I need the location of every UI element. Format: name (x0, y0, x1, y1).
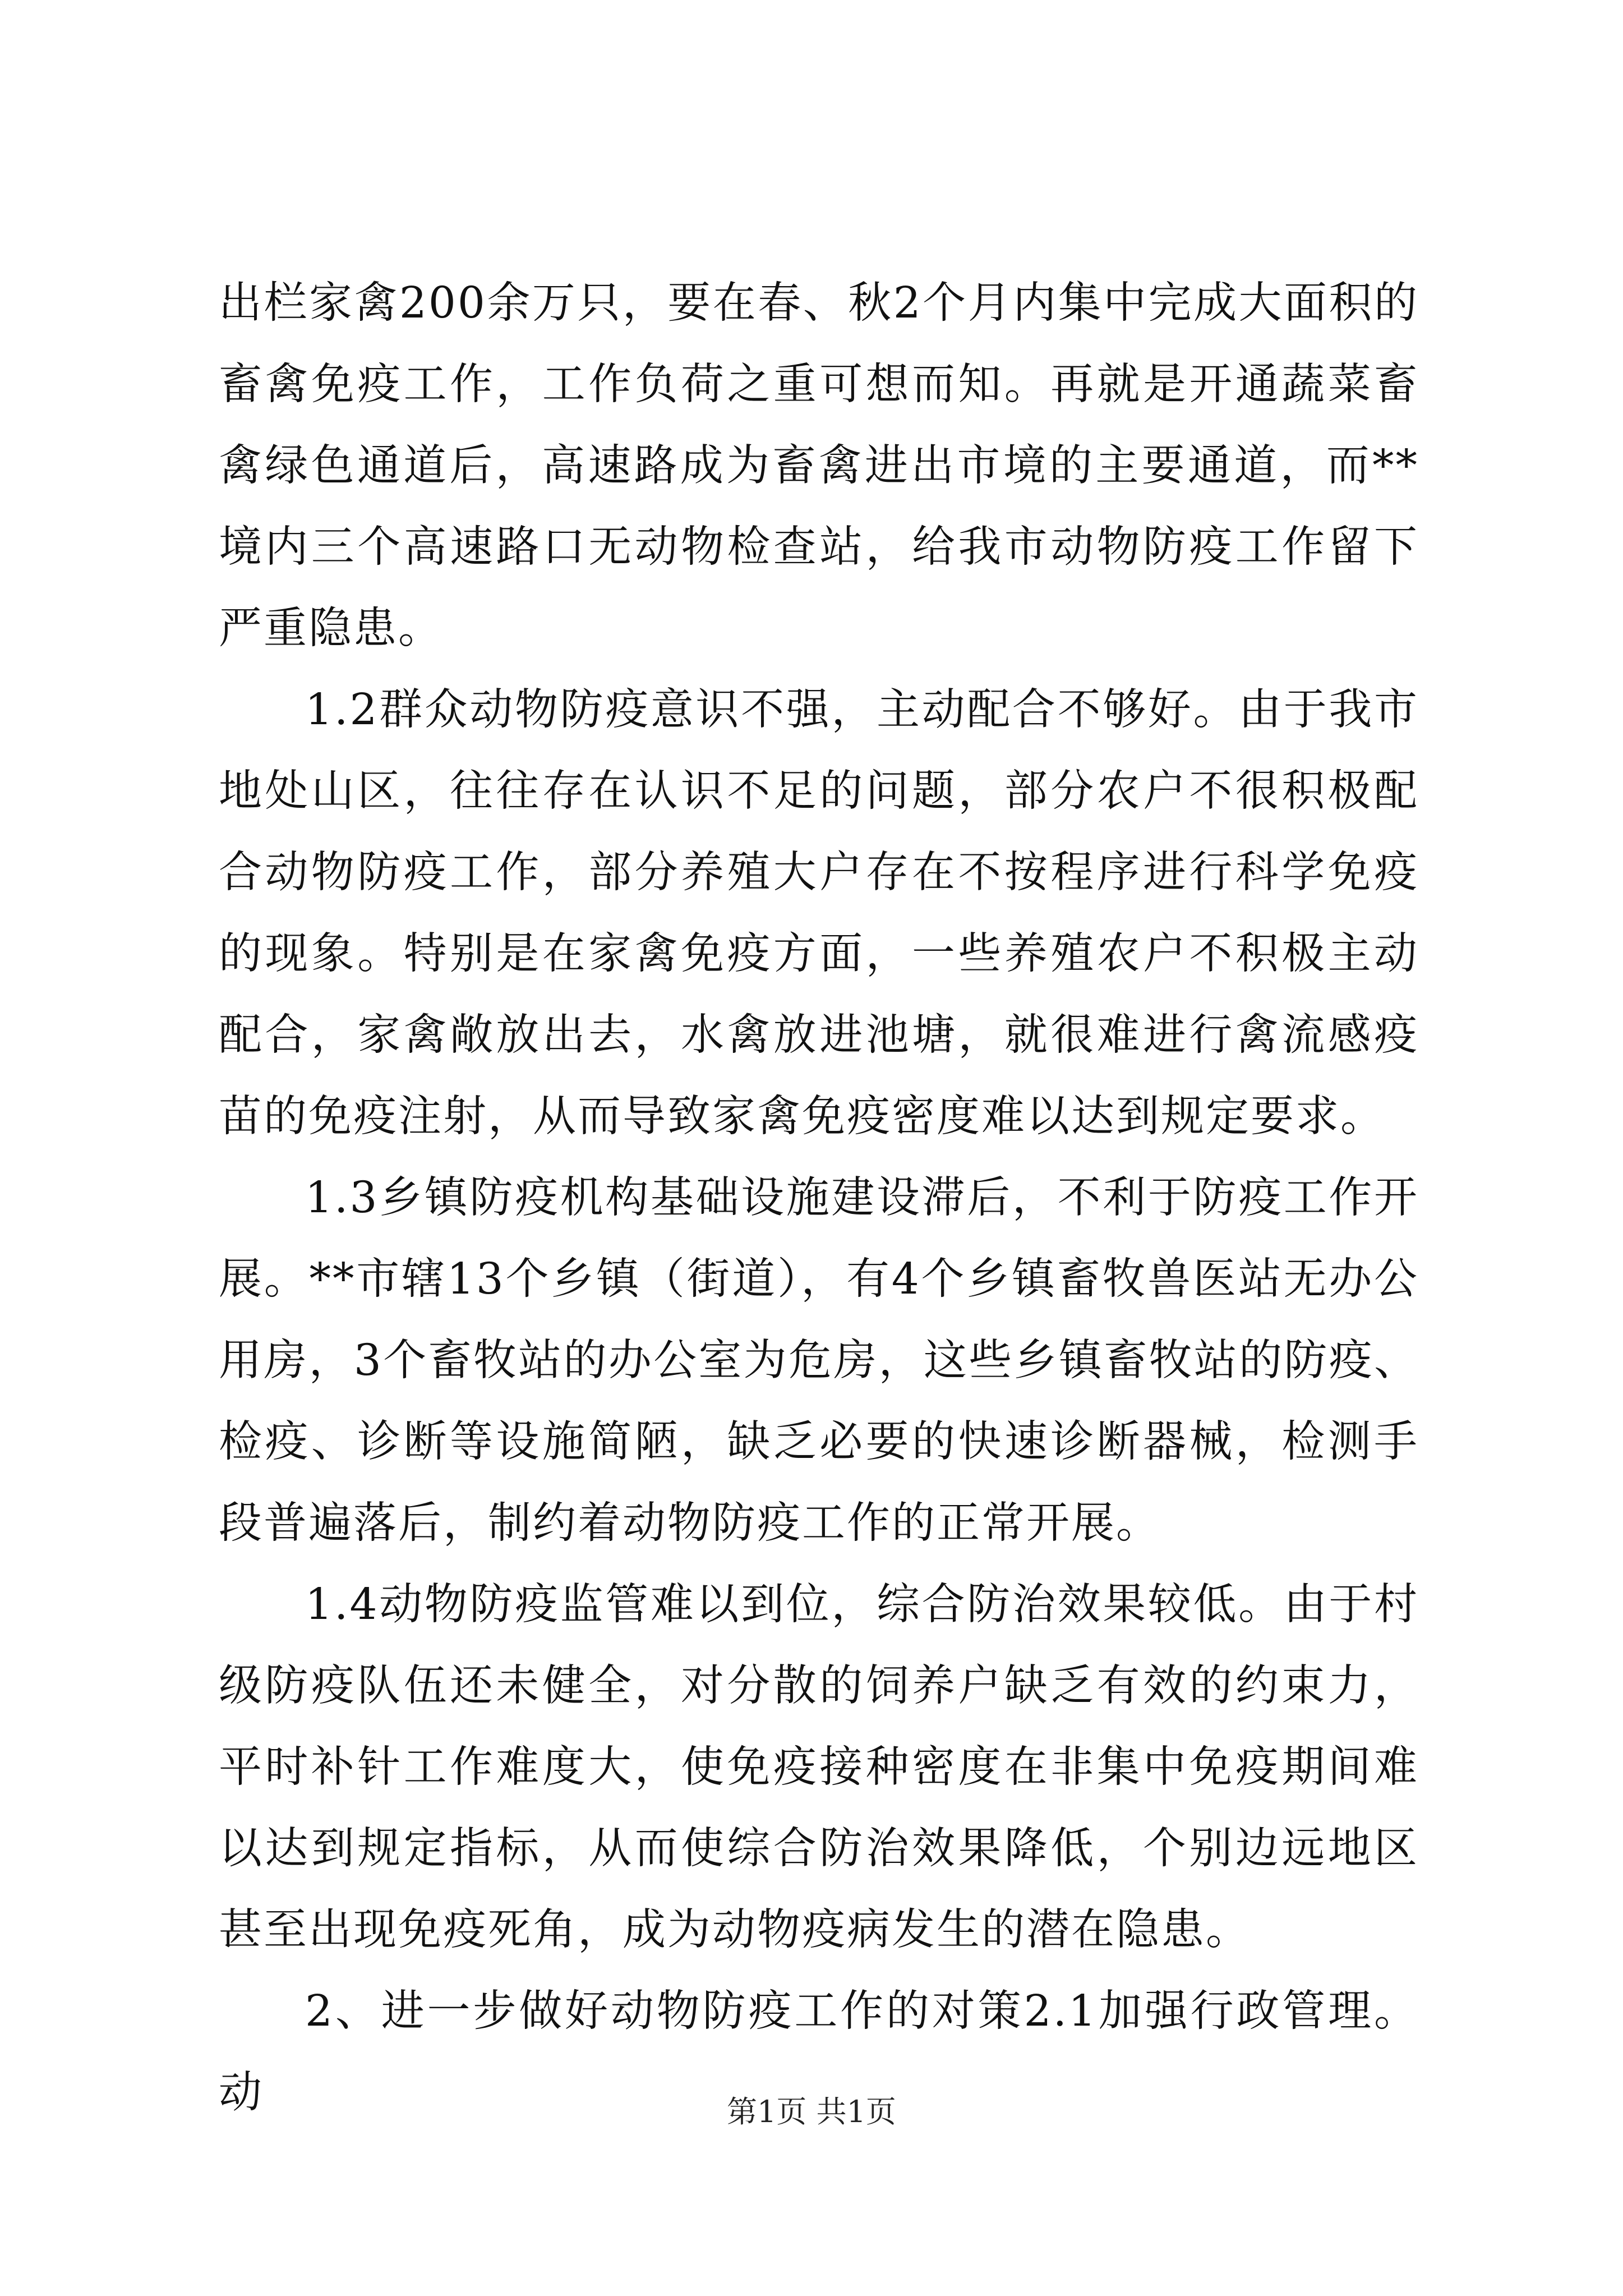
paragraph-2: 1.2群众动物防疫意识不强，主动配合不够好。由于我市地处山区，往往存在认识不足的问题，部分农户不很积极配合动物防疫工作，部分养殖大户存在不按程序进行科学免疫的现象。特别是在家禽免疫方面，一些养殖农户不积极主动配合，家禽敞放出去，水禽放进池塘，就很难进行禽流感疫苗的免疫注射，从而导致家禽免疫密度难以达到规定要求。 (219, 685, 1419, 1142)
page-number-label: 第1页 共1页 (727, 2094, 896, 2129)
paragraph-4: 1.4动物防疫监管难以到位，综合防治效果较低。由于村级防疫队伍还未健全，对分散的饲养户缺乏有效的约束力，平时补针工作难度大，使免疫接种密度在非集中免疫期间难以达到规定指标，从而使综合防治效果降低，个别边远地区甚至出现免疫死角，成为动物疫病发生的潜在隐患。 (219, 1580, 1419, 1955)
paragraph-1: 出栏家禽200余万只，要在春、秋2个月内集中完成大面积的畜禽免疫工作，工作负荷之重可想而知。再就是开通蔬菜畜禽绿色通道后，高速路成为畜禽进出市境的主要通道，而**境内三个高速路口无动物检查站，给我市动物防疫工作留下严重隐患。 (219, 278, 1419, 654)
paragraph-3: 1.3乡镇防疫机构基础设施建设滞后，不利于防疫工作开展。**市辖13个乡镇（街道），有4个乡镇畜牧兽医站无办公用房，3个畜牧站的办公室为危房，这些乡镇畜牧站的防疫、检疫、诊断等设施简陋，缺乏必要的快速诊断器械，检测手段普遍落后，制约着动物防疫工作的正常开展。 (219, 1173, 1419, 1548)
page-footer (0, 2092, 1623, 2132)
paragraph-5: 2、进一步做好动物防疫工作的对策2.1加强行政管理。动 (219, 1986, 1419, 2118)
document-body (219, 263, 1419, 2133)
